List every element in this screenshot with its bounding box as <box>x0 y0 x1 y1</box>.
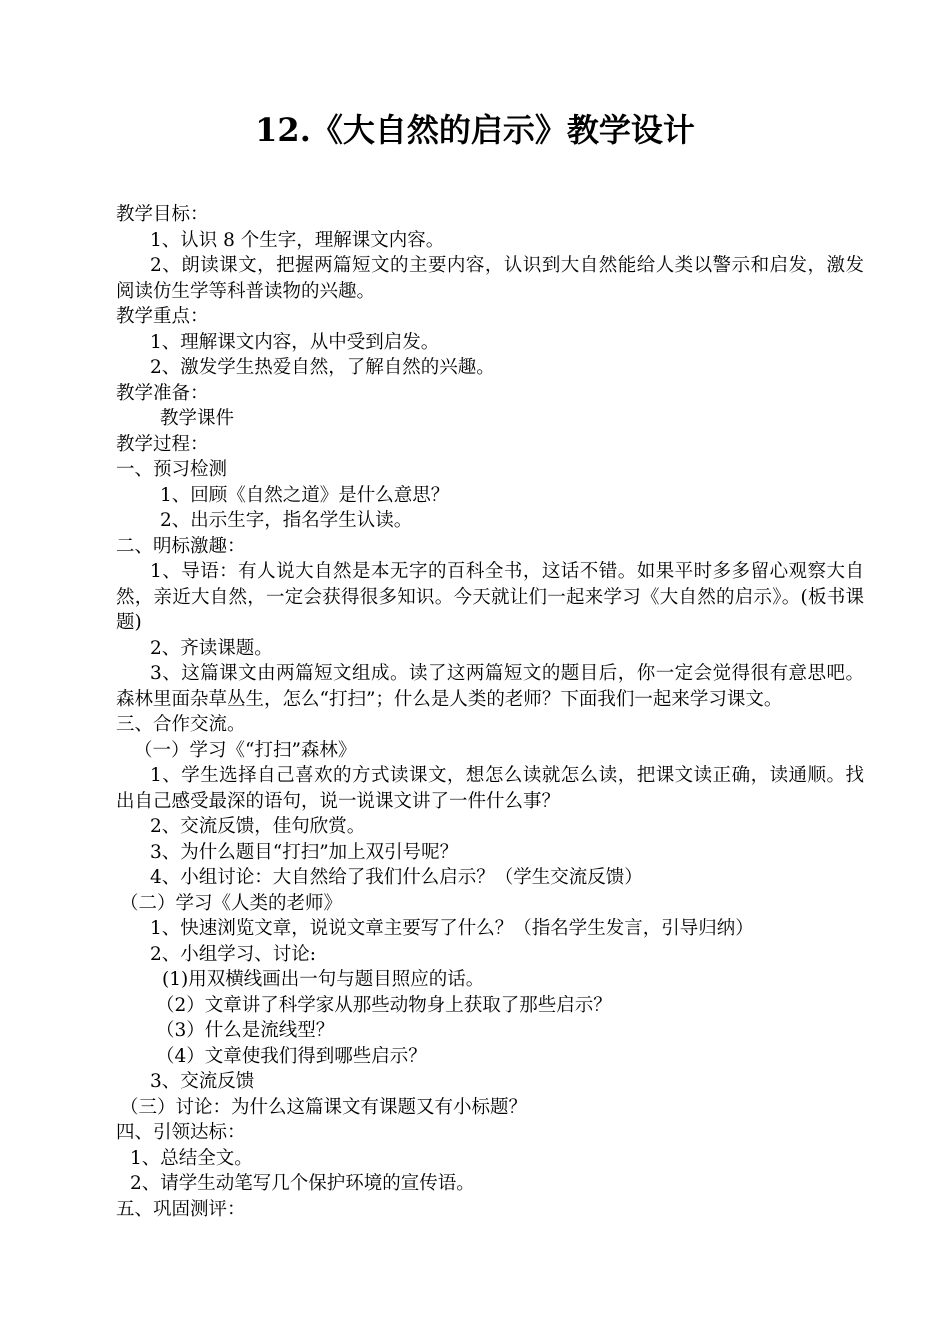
page-title: 12.《大自然的启示》教学设计 <box>255 111 695 149</box>
section-heading-goals: 教学目标： <box>116 204 209 225</box>
teacher-sub-item-4: （4）文章使我们得到哪些启示？ <box>156 1045 427 1067</box>
step-heading-assessment: 五、巩固测评： <box>116 1198 246 1220</box>
goal-item-1: 1、认识 8 个生字，理解课文内容。 <box>150 229 445 251</box>
motivation-item-3: 3、这篇课文由两篇短文组成。读了这两篇短文的题目后，你一定会觉得很有意思吧。森林里面杂草丛生，怎么“打扫”；什么是人类的老师？下面我们一起来学习课文。 <box>116 663 864 710</box>
section-heading-key-points: 教学重点： <box>116 306 209 327</box>
forest-item-1: 1、学生选择自己喜欢的方式读课文，想怎么读就怎么读，把课文读正确，读通顺。找出自己感受最深的语句，说一说课文讲了一件什么事？ <box>116 765 864 812</box>
forest-item-3: 3、为什么题目“打扫”加上双引号呢？ <box>150 841 459 863</box>
preview-item-2: 2、出示生字，指名学生认读。 <box>160 510 413 531</box>
teacher-item-2: 2、小组学习、讨论: <box>150 943 317 965</box>
goal-item-2: 2、朗读课文，把握两篇短文的主要内容，认识到大自然能给人类以警示和启发，激发阅读仿生学等科普读物的兴趣。 <box>116 255 864 302</box>
part-heading-forest: （一）学习《“打扫”森林》 <box>134 739 357 761</box>
step-heading-motivation: 二、明标激趣： <box>116 535 246 557</box>
part-heading-discussion: （三）讨论：为什么这篇课文有课题又有小标题？ <box>120 1096 528 1118</box>
teacher-sub-item-1: (1)用双横线画出一句与题目照应的话。 <box>162 969 485 990</box>
goal-reaching-item-1: 1、总结全文。 <box>130 1147 253 1169</box>
document-body <box>116 202 864 1222</box>
step-heading-goal-reaching: 四、引领达标： <box>116 1122 246 1143</box>
teacher-item-1: 1、快速浏览文章，说说文章主要写了什么？（指名学生发言，引导归纳） <box>150 918 754 939</box>
preview-item-1: 1、回顾《自然之道》是什么意思？ <box>160 484 450 506</box>
forest-item-2: 2、交流反馈，佳句欣赏。 <box>150 816 366 837</box>
key-point-item-2: 2、激发学生热爱自然，了解自然的兴趣。 <box>150 357 495 378</box>
step-heading-preview: 一、预习检测 <box>116 459 228 480</box>
step-heading-cooperation: 三、合作交流。 <box>116 714 246 735</box>
forest-item-4: 4、小组讨论：大自然给了我们什么启示？（学生交流反馈） <box>150 867 643 888</box>
teacher-sub-item-2: （2）文章讲了科学家从那些动物身上获取了那些启示？ <box>156 994 612 1016</box>
motivation-item-1: 1、导语：有人说大自然是本无字的百科全书，这话不错。如果平时多多留心观察大自然，亲近大自然，一定会获得很多知识。今天就让们一起来学习《大自然的启示》。(板书课题) <box>116 561 864 633</box>
goal-reaching-item-2: 2、请学生动笔写几个保护环境的宣传语。 <box>130 1173 475 1194</box>
teacher-sub-item-3: （3）什么是流线型？ <box>156 1020 335 1041</box>
preparation-item-1: 教学课件 <box>160 408 235 429</box>
section-heading-process: 教学过程： <box>116 433 209 455</box>
teacher-item-3: 3、交流反馈 <box>150 1071 255 1092</box>
key-point-item-1: 1、理解课文内容，从中受到启发。 <box>150 331 440 353</box>
motivation-item-2: 2、齐读课题。 <box>150 637 273 659</box>
section-heading-preparation: 教学准备： <box>116 382 209 404</box>
part-heading-teacher: （二）学习《人类的老师》 <box>120 892 343 914</box>
